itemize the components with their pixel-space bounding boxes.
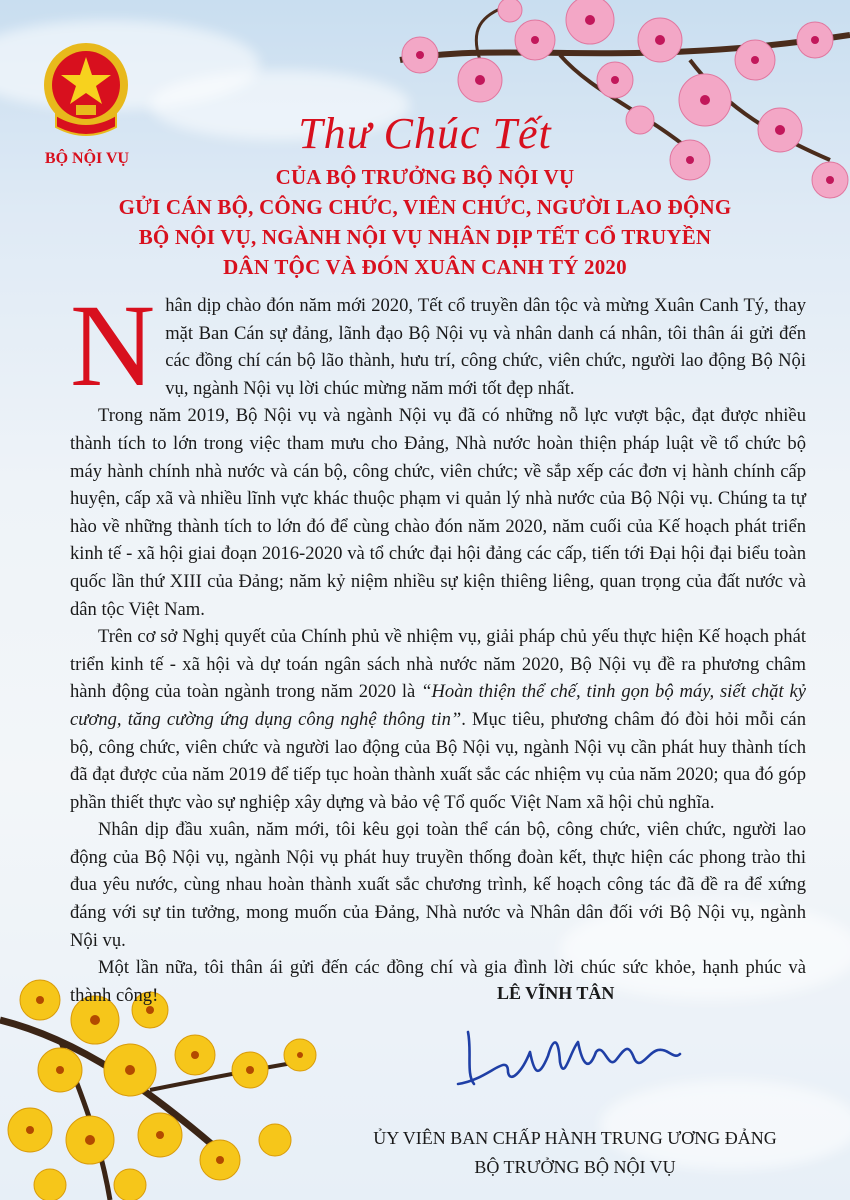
heading-line: CỦA BỘ TRƯỞNG BỘ NỘI VỤ bbox=[275, 165, 575, 189]
motto-quote: “Hoàn thiện thể chế, tinh gọn bộ máy, siết chặt kỷ cương, tăng cường ứng dụng công nghệ thông tin” bbox=[70, 681, 806, 730]
letter-title: Thư Chúc Tết bbox=[298, 109, 552, 158]
paragraph-2: Trong năm 2019, Bộ Nội vụ và ngành Nội vụ đã có những nỗ lực vượt bậc, đạt được nhiều thành tích to lớn trong việc tham mưu cho Đảng, Nhà nước hoàn thiện pháp luật về tổ chức bộ máy hành chính nhà nước và cán bộ, công chức, viên chức; về sắp xếp các đơn vị hành chính cấp huyện, cấp xã và nhiều lĩnh vực khác thuộc phạm vi quản lý nhà nước của Bộ Nội vụ. Chúng ta tự hào về những thành tích to lớn đó để cùng chào đón năm 2020, năm cuối của Kế hoạch phát triển kinh tế - xã hội giai đoạn 2016-2020 và tổ chức đại hội đảng các cấp, tiến tới Đại hội đại biểu toàn quốc lần thứ XIII của Đảng; năm kỷ niệm nhiều sự kiện thiêng liêng, quan trọng của đất nước và dân tộc Việt Nam. bbox=[70, 405, 806, 620]
paragraph-text: . Mục tiêu, phương châm đó đòi hỏi mỗi cán bộ, công chức, viên chức và người lao động của Bộ Nội vụ, ngành Nội vụ cần phát huy thành tích đã đạt được của năm 2019 để tiếp tục hoàn thành xuất sắc các nhiệm vụ của năm 2020; qua đó góp phần thiết thực vào sự nghiệp xây dựng và bảo vệ Tổ quốc Việt Nam xã hội chủ nghĩa. bbox=[70, 708, 806, 813]
signer-role bbox=[300, 1124, 850, 1182]
role-line: ỦY VIÊN BAN CHẤP HÀNH TRUNG ƯƠNG ĐẢNG bbox=[373, 1128, 777, 1148]
paragraph-3 bbox=[70, 623, 806, 816]
letter-heading bbox=[0, 162, 850, 282]
paragraph-4: Nhân dịp đầu xuân, năm mới, tôi kêu gọi toàn thể cán bộ, công chức, viên chức, người lao động của Bộ Nội vụ, ngành Nội vụ phát huy truyền thống đoàn kết, thực hiện các phong trào thi đua yêu nước, cùng nhau hoàn thành xuất sắc chương trình, kế hoạch công tác đã đề ra để xứng đáng với sự tin tưởng, mong muốn của Đảng, Nhà nước và Nhân dân đối với Bộ Nội vụ, ngành Nội vụ. bbox=[70, 819, 806, 951]
paragraph-text: Trên cơ sở Nghị quyết của Chính phủ về nhiệm vụ, giải pháp chủ yếu thực hiện Kế hoạch phát triển kinh tế - xã hội và dự toán ngân sách nhà nước năm 2020, Bộ Nội vụ đề ra phương châm hành động của toàn ngành trong năm 2020 là bbox=[70, 626, 806, 703]
role-line: BỘ TRƯỞNG BỘ NỘI VỤ bbox=[474, 1157, 676, 1177]
handwritten-signature bbox=[448, 1012, 688, 1102]
heading-line: GỬI CÁN BỘ, CÔNG CHỨC, VIÊN CHỨC, NGƯỜI LAO ĐỘNG bbox=[118, 195, 732, 219]
paragraph-5: Một lần nữa, tôi thân ái gửi đến các đồng chí và gia đình lời chúc sức khỏe, hạnh phúc và thành công! bbox=[70, 957, 806, 1006]
heading-line: BỘ NỘI VỤ, NGÀNH NỘI VỤ NHÂN DỊP TẾT CỔ TRUYỀN bbox=[138, 225, 712, 249]
signer-name: LÊ VĨNH TÂN bbox=[497, 983, 615, 1003]
heading-line: DÂN TỘC VÀ ĐÓN XUÂN CANH TÝ 2020 bbox=[223, 255, 627, 279]
drop-cap: N bbox=[70, 280, 156, 411]
paragraph-1 bbox=[70, 280, 806, 411]
ministry-label: BỘ NỘI VỤ bbox=[44, 150, 130, 167]
paragraph-text: hân dịp chào đón năm mới 2020, Tết cổ truyền dân tộc và mừng Xuân Canh Tý, thay mặt Ban Cán sự đảng, lãnh đạo Bộ Nội vụ và nhân danh cá nhân, tôi thân ái gửi đến các đồng chí cán bộ lão thành, hưu trí, công chức, viên chức, người lao động Bộ Nội vụ, ngành Nội vụ lời chúc mừng năm mới tốt đẹp nhất. bbox=[165, 295, 806, 399]
letter-body bbox=[70, 280, 806, 1009]
